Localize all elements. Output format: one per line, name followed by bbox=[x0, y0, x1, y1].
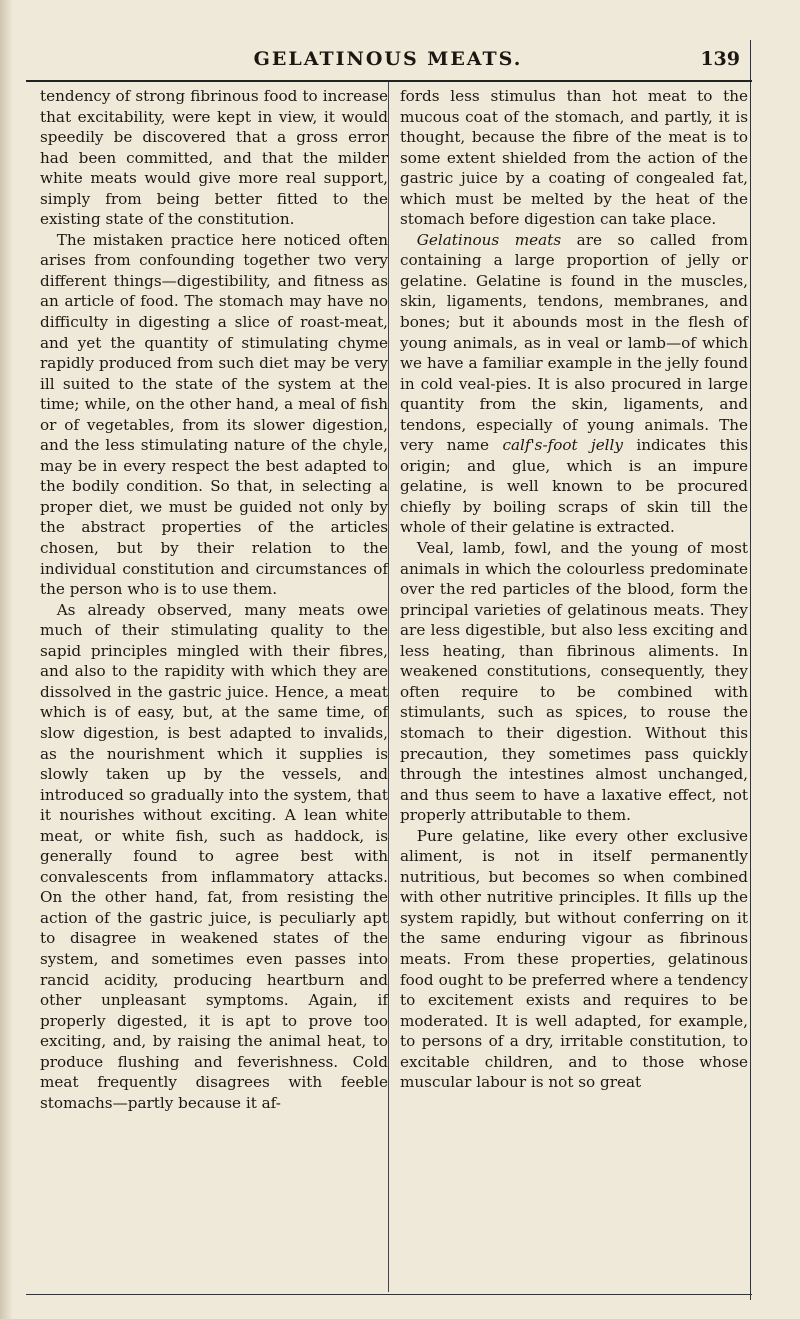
right-paragraph-2-text-a: are so called from containing a large proportion of jelly or gelatine. Gelatine is found in the muscles, skin, ligaments, tendons, membranes, and bones; but it abounds most in the flesh of young animals, as in veal or lamb—of which we have a familiar example in the jelly found in cold veal-pies. It is also procured in large quantity from the skin, ligaments, and tendons, especially of young animals. The very name bbox=[400, 230, 748, 455]
right-paragraph-1: fords less stimulus than hot meat to the mucous coat of the stomach, and partly, it is thought, because the fibre of the meat is to some extent shielded from the action of the gastric juice by a coating of congealed fat, which must be melted by the heat of the stomach before digestion can take place. bbox=[400, 87, 748, 229]
page-header bbox=[26, 48, 750, 84]
right-paragraph-4: Pure gelatine, like every other exclusive aliment, is not in itself permanently nutritious, but becomes so when combined with other nutritive principles. It fills up the system rapidly, but without conferring on it the same enduring vigour as fibrinous meats. From these properties, gelatinous food ought to be preferred where a tendency to excitement exists and requires to be moderated. It is well adapted, for example, to persons of a dry, irritable constitution, to excitable children, and to those whose muscular labour is not so great bbox=[400, 826, 748, 1092]
column-divider bbox=[388, 82, 389, 1292]
left-paragraph-1: tendency of strong fibrinous food to increase that excitability, were kept in view, it would speedily be discovered that a gross error had been committed, and that the milder white meats would give more real support, simply from being better fitted to the existing state of the constitution. bbox=[40, 87, 388, 229]
page-gutter-shadow bbox=[0, 0, 12, 1319]
right-paragraph-2-text-b: indicates this origin; and glue, which is an impure gelatine, is well known to be procured chiefly by boiling scraps of skin till the whole of their gelatine is extracted. bbox=[400, 436, 748, 537]
header-rule bbox=[26, 80, 752, 82]
left-column bbox=[40, 86, 388, 1113]
running-title: GELATINOUS MEATS. bbox=[253, 48, 523, 70]
left-paragraph-2: The mistaken practice here noticed often arises from confounding together two very different things—digestibility, and fitness as an article of food. The stomach may have no difficulty in digesting a slice of roast-meat, and yet the quantity of stimulating chyme rapidly produced from such diet may be very ill suited to the state of the system at the time; while, on the other hand, a meal of fish or of vegetables, from its slower digestion, and the less stimulating nature of the chyle, may be in every respect the best adapted to the bodily condition. So that, in selecting a proper diet, we must be guided not only by the abstract properties of the articles chosen, but by their relation to the individual constitution and circumstances of the person who is to use them. bbox=[40, 230, 388, 599]
calfs-foot-jelly-term: calf's-foot jelly bbox=[502, 436, 623, 455]
right-paragraph-2 bbox=[400, 230, 748, 538]
page-number: 139 bbox=[700, 48, 740, 70]
page-frame-right bbox=[750, 40, 751, 1300]
gelatinous-meats-term: Gelatinous meats bbox=[416, 230, 562, 249]
right-column bbox=[400, 86, 748, 1093]
footer-rule bbox=[26, 1294, 752, 1295]
right-paragraph-3: Veal, lamb, fowl, and the young of most animals in which the colourless predominate over the red particles of the blood, form the principal varieties of gelatinous meats. They are less digestible, but also less exciting and less heating, than fibrinous aliments. In weakened constitutions, consequently, they often require to be combined with stimulants, such as spices, to rouse the stomach to their digestion. Without this precaution, they sometimes pass quickly through the intestines almost unchanged, and thus seem to have a laxative effect, not properly attributable to them. bbox=[400, 539, 748, 825]
left-paragraph-3: As already observed, many meats owe much of their stimulating quality to the sapid principles mingled with their fibres, and also to the rapidity with which they are dissolved in the gastric juice. Hence, a meat which is of easy, but, at the same time, of slow digestion, is best adapted to invalids, as the nourishment which it supplies is slowly taken up by the vessels, and introduced so gradually into the system, that it nourishes without exciting. A lean white meat, or white fish, such as haddock, is generally found to agree best with convalescents from inflammatory attacks. On the other hand, fat, from resisting the action of the gastric juice, is peculiarly apt to disagree in weakened states of the system, and sometimes even passes into rancid acidity, producing heartburn and other unpleasant symptoms. Again, if properly digested, it is apt to prove too exciting, and, by raising the animal heat, to produce flushing and feverishness. Cold meat frequently disagrees with feeble stomachs—partly because it af- bbox=[40, 600, 388, 1112]
